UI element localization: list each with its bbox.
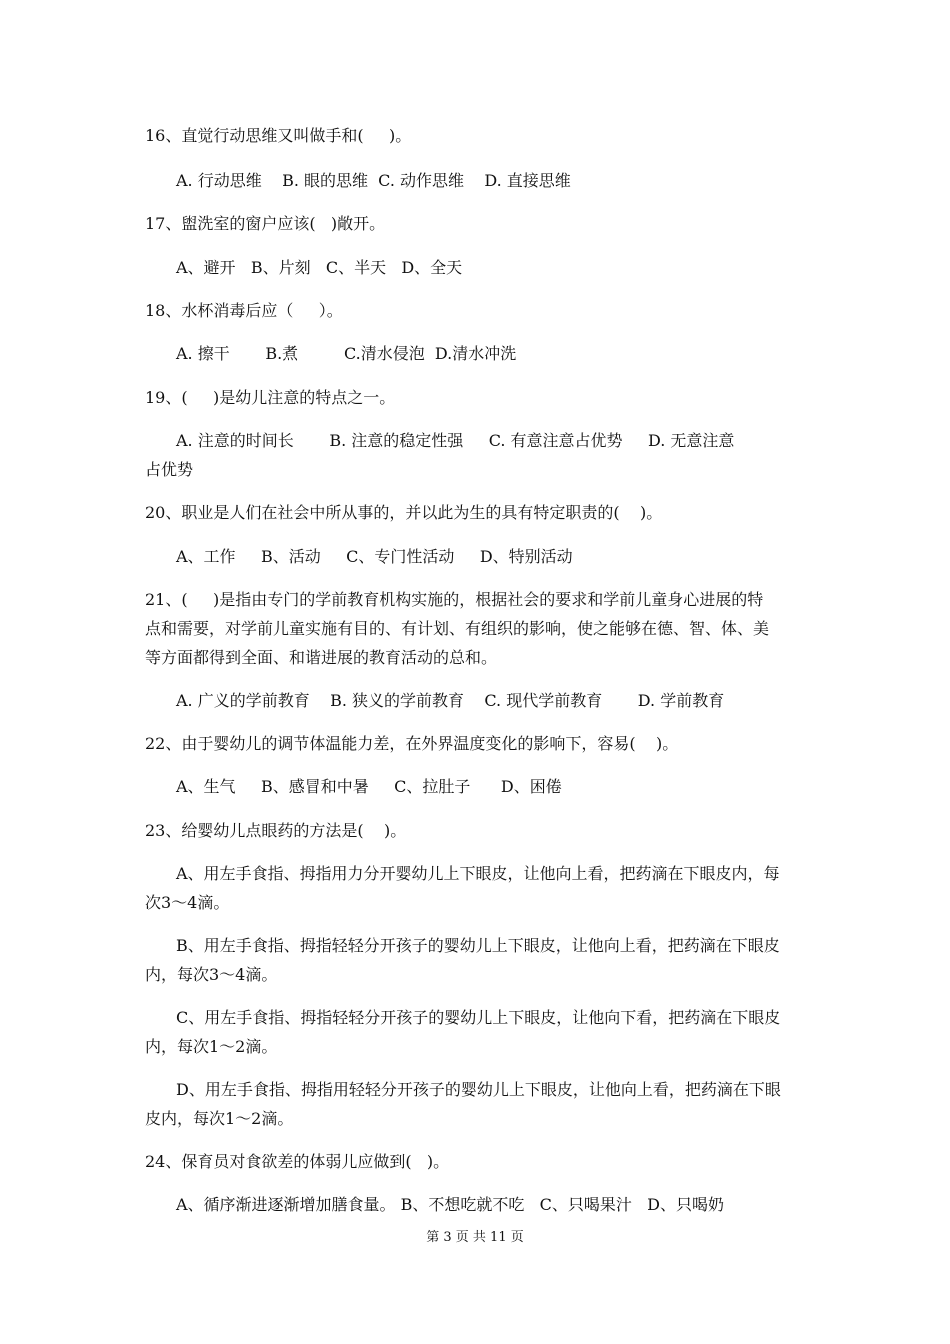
question-18-stem: 18、水杯消毒后应（ ）。 <box>145 301 343 320</box>
question-23-option-c-cont: 内，每次1～2滴。 <box>145 1037 278 1056</box>
question-23-option-a: A、用左手食指、拇指用力分开婴幼儿上下眼皮，让他向上看，把药滴在下眼皮内，每 <box>176 864 780 883</box>
question-23-option-d: D、用左手食指、拇指用轻轻分开孩子的婴幼儿上下眼皮，让他向上看，把药滴在下眼 <box>176 1080 781 1099</box>
question-21-stem: 21、( )是指由专门的学前教育机构实施的，根据社会的要求和学前儿童身心进展的特 <box>145 590 764 609</box>
question-19-options: A. 注意的时间长 B. 注意的稳定性强 C. 有意注意占优势 D. 无意注意 <box>176 431 735 450</box>
question-21-stem-cont-2: 等方面都得到全面、和谐进展的教育活动的总和。 <box>145 648 498 667</box>
question-22-options: A、生气 B、感冒和中暑 C、拉肚子 D、困倦 <box>176 777 562 796</box>
question-21-options: A. 广义的学前教育 B. 狭义的学前教育 C. 现代学前教育 D. 学前教育 <box>176 691 725 710</box>
question-19-stem: 19、( )是幼儿注意的特点之一。 <box>145 388 396 407</box>
page-number-footer: 第 3 页 共 11 页 <box>426 1230 524 1245</box>
question-16-options: A. 行动思维 B. 眼的思维 C. 动作思维 D. 直接思维 <box>176 171 571 190</box>
question-24-stem: 24、保育员对食欲差的体弱儿应做到( )。 <box>145 1152 450 1171</box>
question-23-option-d-cont: 皮内，每次1～2滴。 <box>145 1109 294 1128</box>
question-23-stem: 23、给婴幼儿点眼药的方法是( )。 <box>145 821 407 840</box>
question-24-options: A、循序渐进逐渐增加膳食量。 B、不想吃就不吃 C、只喝果汁 D、只喝奶 <box>176 1195 724 1214</box>
question-22-stem: 22、由于婴幼儿的调节体温能力差，在外界温度变化的影响下，容易( )。 <box>145 734 679 753</box>
question-20-stem: 20、职业是人们在社会中所从事的，并以此为生的具有特定职责的( )。 <box>145 503 663 522</box>
question-18-options: A. 擦干 B.煮 C.清水侵泡 D.清水冲洗 <box>176 344 517 363</box>
question-17-stem: 17、盥洗室的窗户应该( )敞开。 <box>145 214 386 233</box>
question-23-option-b: B、用左手食指、拇指轻轻分开孩子的婴幼儿上下眼皮，让他向上看，把药滴在下眼皮 <box>176 936 780 955</box>
question-23-option-c: C、用左手食指、拇指轻轻分开孩子的婴幼儿上下眼皮，让他向下看，把药滴在下眼皮 <box>176 1008 781 1027</box>
question-21-stem-cont-1: 点和需要，对学前儿童实施有目的、有计划、有组织的影响，使之能够在德、智、体、美 <box>145 619 770 638</box>
question-16-stem: 16、直觉行动思维又叫做手和( )。 <box>145 126 412 145</box>
question-17-options: A、避开 B、片刻 C、半天 D、全天 <box>176 258 463 277</box>
question-23-option-b-cont: 内，每次3～4滴。 <box>145 965 278 984</box>
question-23-option-a-cont: 次3～4滴。 <box>145 893 230 912</box>
question-19-options-cont: 占优势 <box>145 460 194 479</box>
question-20-options: A、工作 B、活动 C、专门性活动 D、特别活动 <box>176 547 573 566</box>
